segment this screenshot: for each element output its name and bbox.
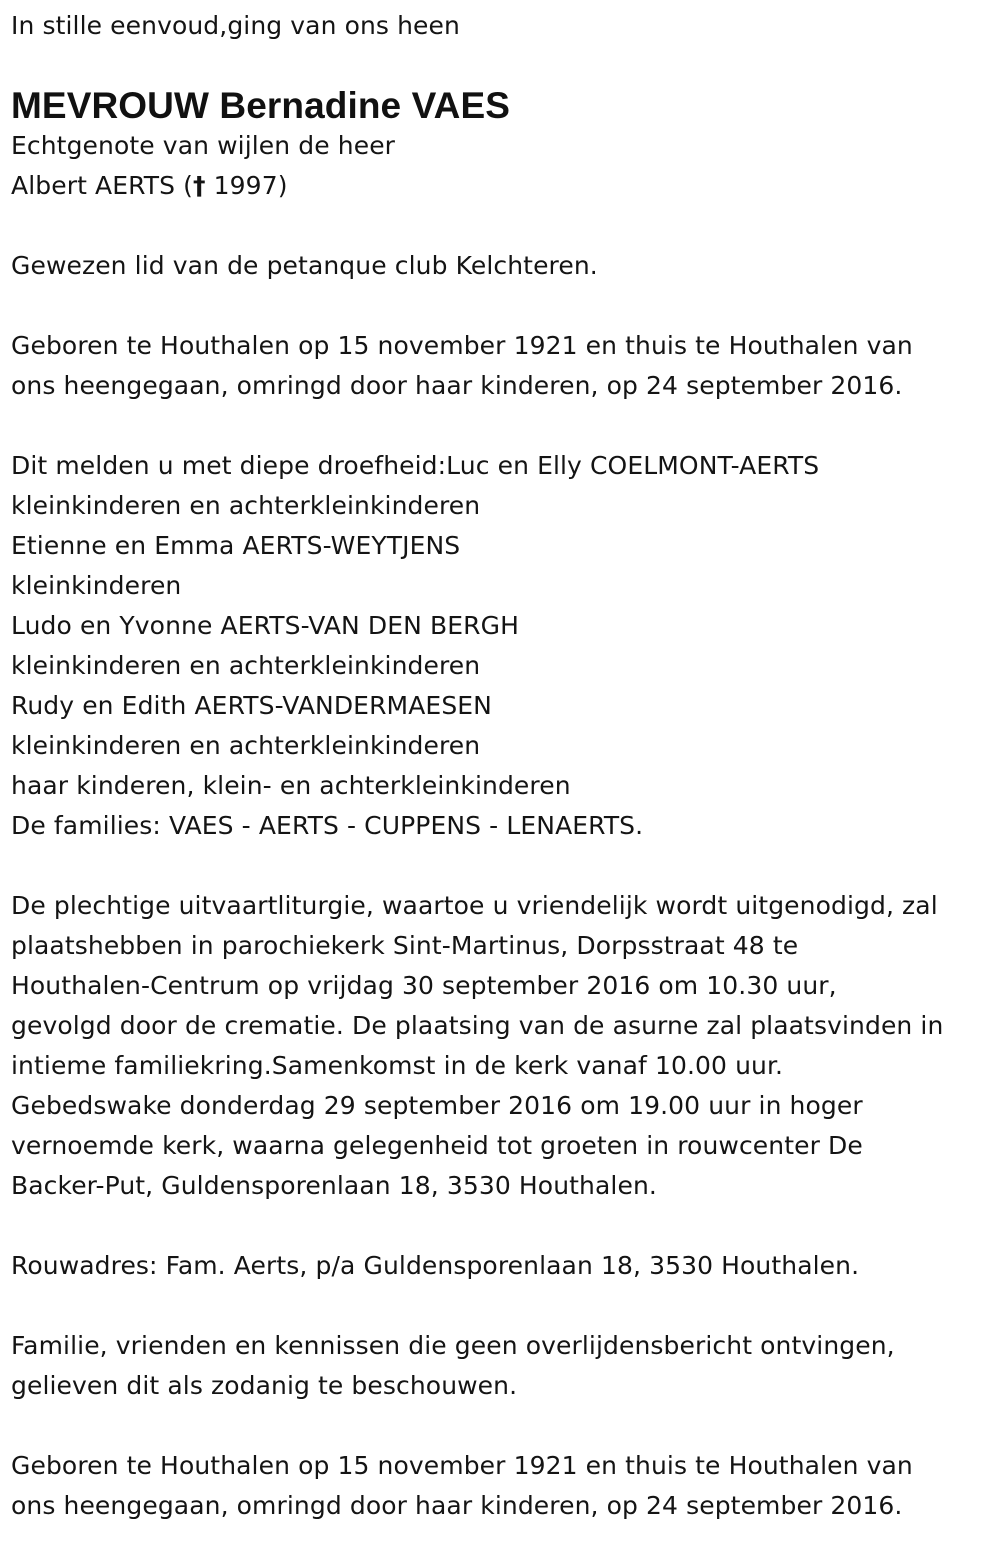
family-paragraph [11,446,993,846]
ceremony-paragraph [11,886,993,1206]
spacer [11,1206,993,1246]
birth-repeat-line: Geboren te Houthalen op 15 november 1921 en thuis te Houthalen van [11,1451,913,1480]
birth-repeat-line: ons heengegaan, omringd door haar kinderen, op 24 september 2016. [11,1491,903,1520]
notice-paragraph [11,1326,993,1406]
family-line: Rudy en Edith AERTS-VANDERMAESEN [11,691,492,720]
ceremony-line: intieme familiekring.Samenkomst in de kerk vanaf 10.00 uur. [11,1051,784,1080]
ceremony-line: De plechtige uitvaartliturgie, waartoe u vriendelijk wordt uitgenodigd, zal [11,891,938,920]
birth-paragraph [11,326,993,406]
ceremony-line: Backer-Put, Guldensporenlaan 18, 3530 Houthalen. [11,1171,657,1200]
spouse-line: Echtgenote van wijlen de heer [11,131,396,160]
family-line: haar kinderen, klein- en achterkleinkinderen [11,771,571,800]
birth-line: Geboren te Houthalen op 15 november 1921 en thuis te Houthalen van [11,331,913,360]
cross-icon: † [193,171,206,200]
spacer [11,406,993,446]
family-line: De families: VAES - AERTS - CUPPENS - LENAERTS. [11,811,644,840]
family-line: kleinkinderen [11,571,182,600]
spacer [11,1286,993,1326]
family-line: Etienne en Emma AERTS-WEYTJENS [11,531,461,560]
ceremony-line: plaatshebben in parochiekerk Sint-Martinus, Dorpsstraat 48 te [11,931,799,960]
family-line: kleinkinderen en achterkleinkinderen [11,731,481,760]
deceased-name: MEVROUW Bernadine VAES [11,85,511,126]
ceremony-line: Houthalen-Centrum op vrijdag 30 september 2016 om 10.30 uur, [11,971,837,1000]
ceremony-line: vernoemde kerk, waarna gelegenheid tot groeten in rouwcenter De [11,1131,863,1160]
spacer [11,286,993,326]
family-line: Dit melden u met diepe droefheid:Luc en Elly COELMONT-AERTS [11,451,820,480]
spacer [11,206,993,246]
spouse-death-year: 1997) [205,171,288,200]
death-notice [11,6,993,1526]
family-line: Ludo en Yvonne AERTS-VAN DEN BERGH [11,611,519,640]
family-line: kleinkinderen en achterkleinkinderen [11,651,481,680]
birth-line: ons heengegaan, omringd door haar kinderen, op 24 september 2016. [11,371,903,400]
spacer [11,1406,993,1446]
intro-line: In stille eenvoud,ging van ons heen [11,11,460,40]
birth-repeat-paragraph [11,1446,993,1526]
ceremony-line: gevolgd door de crematie. De plaatsing van de asurne zal plaatsvinden in [11,1011,944,1040]
family-line: kleinkinderen en achterkleinkinderen [11,491,481,520]
spouse-name: Albert AERTS ( [11,171,194,200]
notice-line: gelieven dit als zodanig te beschouwen. [11,1371,518,1400]
spouse-name-line [11,166,993,206]
mourning-address: Rouwadres: Fam. Aerts, p/a Guldensporenlaan 18, 3530 Houthalen. [11,1251,860,1280]
club-line: Gewezen lid van de petanque club Kelchteren. [11,251,598,280]
notice-line: Familie, vrienden en kennissen die geen overlijdensbericht ontvingen, [11,1331,895,1360]
ceremony-line: Gebedswake donderdag 29 september 2016 om 19.00 uur in hoger [11,1091,863,1120]
spacer [11,846,993,886]
